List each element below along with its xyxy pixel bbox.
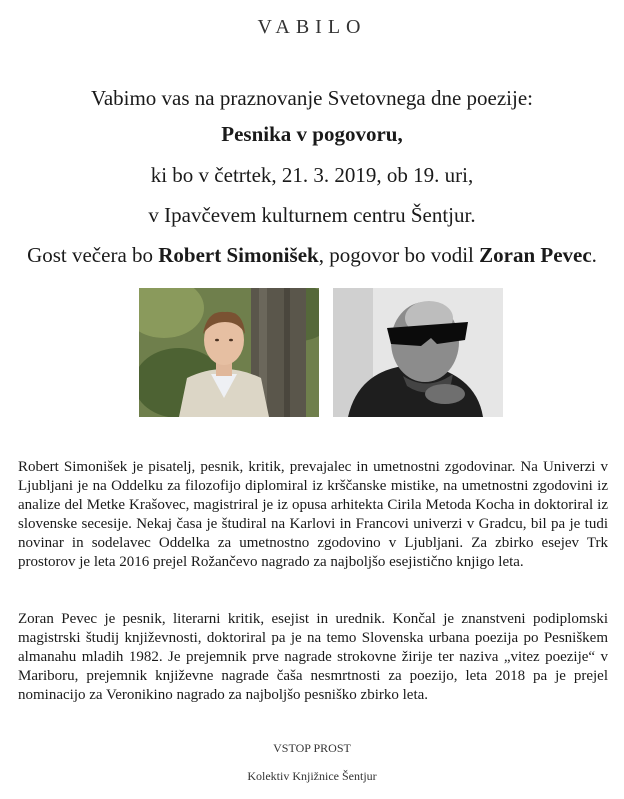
event-guests [0,243,624,267]
invitation-intro: Vabimo vas na praznovanje Svetovnega dne poezije: [90,86,533,110]
organizer-signature: Kolektiv Knjižnice Šentjur [247,769,377,783]
event-venue: v Ipavčevem kulturnem centru Šentjur. [148,203,476,227]
page-title: VABILO [257,16,367,38]
guest-photo [139,288,319,417]
line-end: . [591,243,597,267]
host-prefix: , pogovor bo vodil [318,243,480,267]
guest-name: Robert Simonišek [158,243,319,267]
guest-prefix: Gost večera bo [27,243,159,267]
free-entry-note: VSTOP PROST [273,741,351,755]
event-date: ki bo v četrtek, 21. 3. 2019, ob 19. uri, [150,163,474,187]
host-biography: Zoran Pevec je pesnik, literarni kritik, esejist in urednik. Končal je znanstveni podiplomski magistrski študij književnosti, doktoriral pa je na temo Slovenska urbana poezija po Pesniškem almanahu mladih 1982. Je prejemnik prve nagrade strokovne žirije ter naziva „vitez poezije“ v Mariboru, prejemnik književne nagrade čaša nesmrtnosti za poezijo, leta 2018 pa je prejel nominacijo za Veronikino nagrado za najboljšo pesniško zbirko leta. [18,611,608,703]
guest-biography: Robert Simonišek je pisatelj, pesnik, kritik, prevajalec in umetnostni zgodovinar. Na Univerzi v Ljubljani je na Oddelku za filozofijo diplomiral iz krščanske mistike, na umetnostni zgodovini iz analize del Metke Krašovec, magistriral je iz opusa arhitekta Cirila Metoda Kocha in doktoriral iz slovenske secesije. Nekaj časa je študiral na Karlovi in Francovi univerzi v Gradcu, bil pa je tudi novinar in sodelavec Oddelka za umetnostno zgodovino v Ljubljani. Za zbirko esejev Trk prostorov je leta 2016 prejel Rožančevo nagrado za najboljšo esejistično knjigo leta. [18,459,608,570]
event-title: Pesnika v pogovoru, [221,122,403,146]
host-name: Zoran Pevec [479,243,592,267]
host-photo [333,288,503,417]
